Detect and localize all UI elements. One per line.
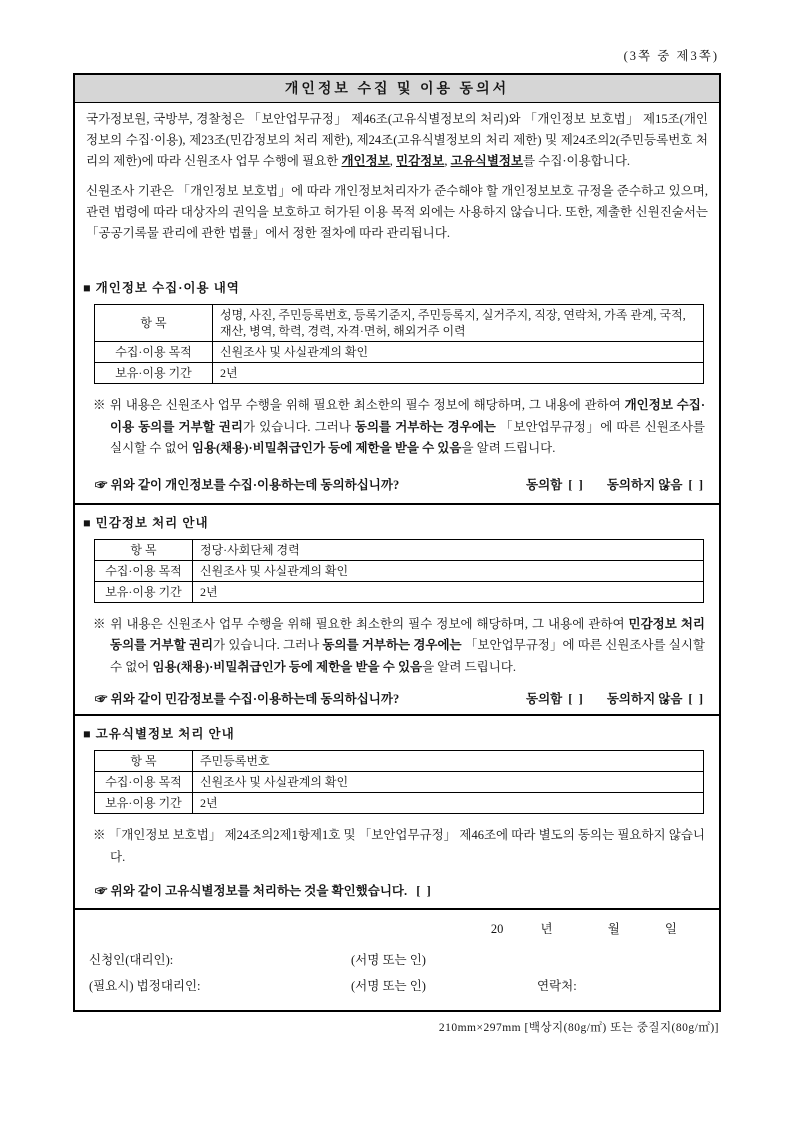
disagree-label: 동의하지 않음 [606, 692, 683, 706]
row-value: 주민등록번호 [193, 751, 704, 772]
table-row [95, 581, 704, 602]
disagree-checkbox[interactable]: [ ] [688, 692, 703, 706]
table-row [95, 305, 704, 342]
consent-line-sensitive-info [75, 681, 719, 714]
applicant-label: 신청인(대리인): [89, 953, 174, 967]
note-unique-identifier: ※ 「개인정보 보호법」 제24조의2제1항제1호 및 「보안업무규정」 제46조에 따라 별도의 동의는 필요하지 않습니다. [93, 828, 705, 864]
paper-spec-footer: 210mm×297mm [백상지(80g/㎡) 또는 중질지(80g/㎡)] [438, 1022, 719, 1034]
consent-form [73, 73, 721, 1012]
row-value: 신원조사 및 사실관계의 확인 [193, 772, 704, 793]
row-label: 보유·이용 기간 [95, 363, 213, 384]
disagree-option [607, 475, 703, 493]
document-page [73, 0, 721, 1035]
row-label: 수집·이용 목적 [95, 560, 193, 581]
consent-question: ☞ 위와 같이 개인정보를 수집·이용하는데 동의하십니까? [95, 477, 400, 492]
intro-paragraph-2: 신원조사 기관은 「개인정보 보호법」에 따라 개인정보처리자가 준수해야 할 개인정보보호 규정을 준수하고 있으며, 관련 법령에 따라 대상자의 권익을 보호하고 허가된 이용 목적 외에는 사용하지 않습니다. 또한, 제출한 신원진술서는 「공공기록물 관리에 관한 법률」에서 정한 절차에 따라 관리됩니다. [86, 184, 708, 240]
row-value: 2년 [193, 581, 704, 602]
form-title: 개인정보 수집 및 이용 동의서 [75, 75, 719, 103]
page-indicator: (3쪽 중 제3쪽) [623, 49, 719, 63]
contact-label: 연락처: [537, 979, 577, 993]
table-row [95, 793, 704, 814]
personal-info-section [75, 256, 719, 503]
table-row [95, 363, 704, 384]
legal-representative-label: (필요시) 법정대리인: [89, 979, 201, 993]
date-day-label: 일 [664, 922, 677, 936]
row-label: 보유·이용 기간 [95, 793, 193, 814]
date-month-label: 월 [607, 922, 620, 936]
disagree-checkbox[interactable]: [ ] [688, 477, 703, 492]
note-sensitive-info: ※ 위 내용은 신원조사 업무 수행을 위해 필요한 최소한의 필수 정보에 해당하며, 그 내용에 관하여 민감정보 처리 동의를 거부할 권리가 있습니다. 그러나 동의를 거부하는 경우에는 「보안업무규정」에 따른 신원조사를 실시할 수 없어 임용(채용)·비밀취급인가 등에 제한을 받을 수 있음을 알려 드립니다. [93, 616, 706, 674]
date-line [89, 914, 705, 946]
disagree-label: 동의하지 않음 [606, 477, 683, 492]
row-label: 수집·이용 목적 [95, 342, 213, 363]
consent-line-personal-info [75, 463, 719, 503]
table-row [95, 751, 704, 772]
unique-identifier-table [94, 750, 704, 814]
agree-option [526, 475, 583, 493]
row-label: 항 목 [95, 539, 193, 560]
agree-checkbox[interactable]: [ ] [568, 477, 583, 492]
row-label: 항 목 [95, 305, 213, 342]
row-value: 2년 [193, 793, 704, 814]
disagree-option [607, 689, 703, 707]
row-label: 보유·이용 기간 [95, 581, 193, 602]
legal-representative-name-field[interactable] [201, 976, 351, 994]
agree-option [526, 689, 583, 707]
applicant-sign-note: (서명 또는 인) [351, 953, 426, 967]
section-header-sensitive-info: ■ 민감정보 처리 안내 [83, 515, 209, 530]
agree-label: 동의함 [526, 692, 563, 706]
date-year-prefix: 20 [490, 922, 504, 936]
legal-representative-row [89, 972, 705, 998]
table-row [95, 342, 704, 363]
contact-field[interactable] [577, 976, 705, 994]
table-row [95, 772, 704, 793]
unique-identifier-section [75, 714, 719, 908]
intro-block [75, 103, 719, 256]
sensitive-info-table [94, 539, 704, 603]
signature-block [75, 908, 719, 1010]
legal-sign-note: (서명 또는 인) [351, 979, 426, 993]
row-label: 수집·이용 목적 [95, 772, 193, 793]
row-value: 신원조사 및 사실관계의 확인 [193, 560, 704, 581]
table-row [95, 560, 704, 581]
confirm-text: ☞ 위와 같이 고유식별정보를 처리하는 것을 확인했습니다. [95, 884, 408, 898]
row-label: 항 목 [95, 751, 193, 772]
section-header-unique-identifier: ■ 고유식별정보 처리 안내 [83, 727, 235, 741]
table-row [95, 539, 704, 560]
row-value: 정당·사회단체 경력 [193, 539, 704, 560]
date-year-label: 년 [540, 922, 553, 936]
applicant-row [89, 946, 705, 972]
note-personal-info: ※ 위 내용은 신원조사 업무 수행을 위해 필요한 최소한의 필수 정보에 해당하며, 그 내용에 관하여 개인정보 수집·이용 동의를 거부할 권리가 있습니다. 그러나 동의를 거부하는 경우에는 「보안업무규정」에 따른 신원조사를 실시할 수 없어 임용(채용)·비밀취급인가 등에 제한을 받을 수 있음을 알려 드립니다. [93, 398, 705, 455]
agree-checkbox[interactable]: [ ] [568, 692, 583, 706]
personal-info-table [94, 304, 704, 384]
row-value: 신원조사 및 사실관계의 확인 [213, 342, 704, 363]
sensitive-info-section [75, 503, 719, 715]
row-value: 2년 [213, 363, 704, 384]
agree-label: 동의함 [526, 477, 563, 492]
consent-question: ☞ 위와 같이 민감정보를 수집·이용하는데 동의하십니까? [95, 692, 400, 706]
row-value: 성명, 사진, 주민등록번호, 등록기준지, 주민등록지, 실거주지, 직장, 연락처, 가족 관계, 국적, 재산, 병역, 학력, 경력, 자격·면허, 해외거주 이력 [213, 305, 704, 342]
section-header-personal-info: ■ 개인정보 수집·이용 내역 [83, 281, 240, 295]
confirm-checkbox[interactable]: [ ] [416, 884, 431, 898]
intro-paragraph-1: 국가정보원, 국방부, 경찰청은 「보안업무규정」 제46조(고유식별정보의 처리)와 「개인정보 보호법」 제15조(개인정보의 수집·이용), 제23조(민감정보의 처리 제한), 제24조(고유식별정보의 처리 제한) 및 제24조의2(주민등록번호 처리의 제한)에 따라 신원조사 업무 수행에 필요한 개인정보, 민감정보, 고유식별정보를 수집·이용합니다. [86, 112, 708, 168]
confirm-line-unique-identifier [75, 871, 719, 908]
applicant-name-field[interactable] [173, 950, 351, 968]
